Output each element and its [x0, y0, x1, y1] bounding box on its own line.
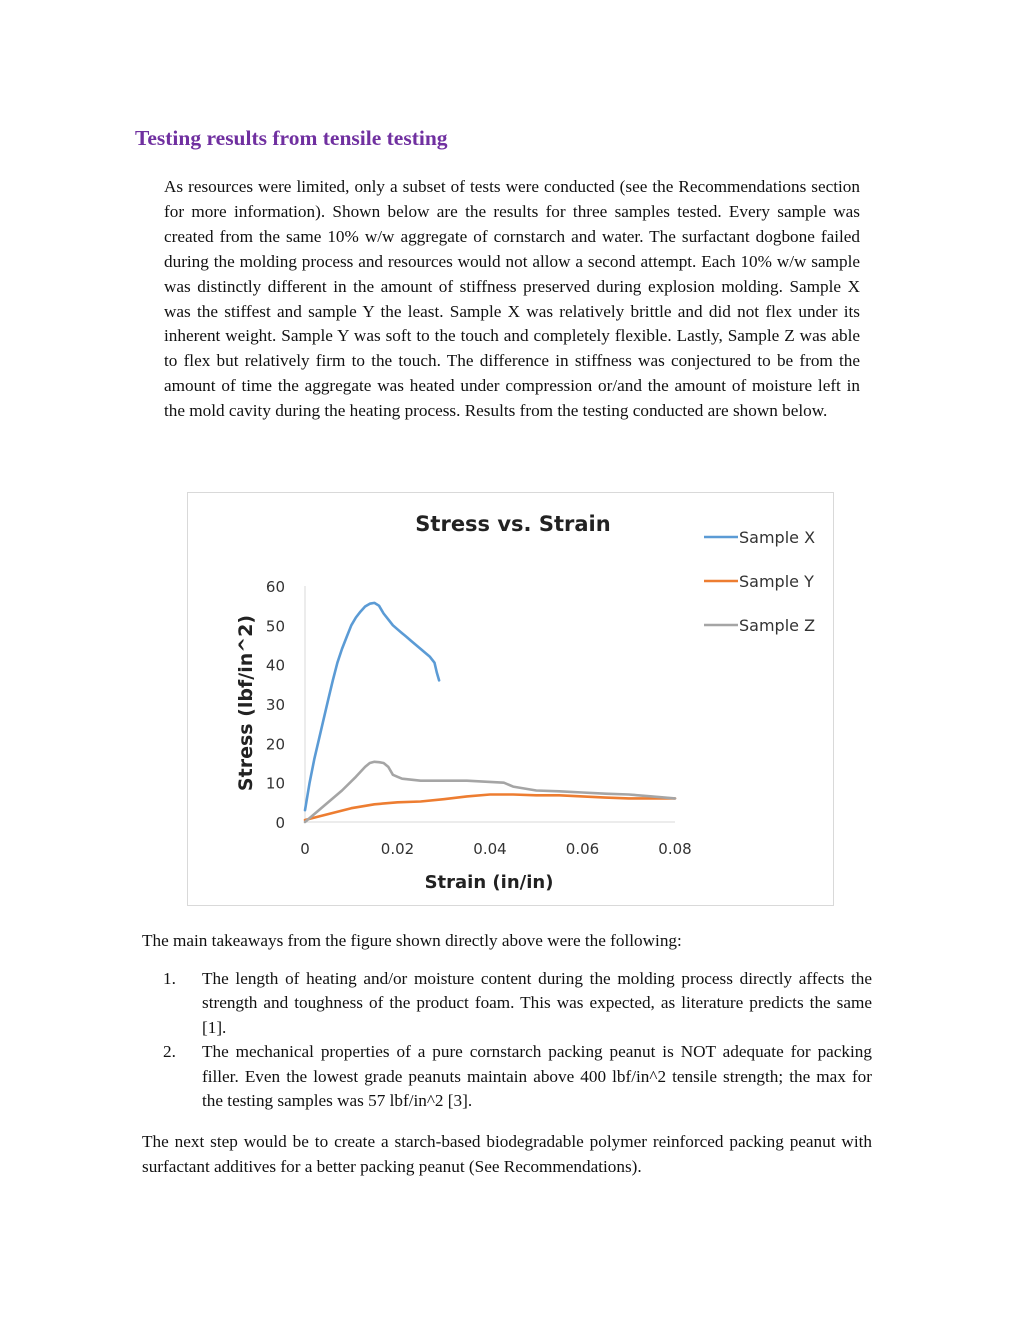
y-tick-label: 60 [265, 578, 285, 596]
list-item-number: 2. [163, 1042, 176, 1062]
series-line-sample-y [305, 795, 675, 821]
takeaways-lead: The main takeaways from the figure shown directly above were the following: [142, 931, 682, 950]
legend-label: Sample X [739, 528, 816, 547]
chart-title: Stress vs. Strain [415, 512, 611, 536]
chart-canvas [188, 493, 835, 907]
legend-label: Sample Z [739, 616, 816, 635]
legend-label: Sample Y [739, 572, 814, 591]
y-axis-label: Stress (lbf/in^2) [235, 614, 257, 792]
x-tick-label: 0.02 [380, 840, 415, 858]
y-tick-label: 20 [265, 735, 285, 754]
list-item-number: 1. [163, 969, 176, 988]
series-lines [305, 603, 675, 822]
x-tick-label: 0.06 [565, 840, 600, 858]
y-tick-label: 50 [265, 617, 285, 636]
intro-paragraph: As resources were limited, only a subset of tests were conducted (see the Recommendations section for more information). Shown below are the results for three samples tested. Every sample was created from the same 10% w/w aggregate of cornstarch and water. The surfactant dogbone failed during the molding process and resources would not allow a second attempt. Each 10% w/w sample was distinctly different in the amount of stiffness preserved during explosion molding. Sample X was the stiffest and sample Y the least. Sample X was relatively brittle and did not flex under its inherent weight. Sample Y was soft to the touch and completely flexible. Lastly, Sample Z was able to flex but relatively firm to the touch. The difference in stiffness was conjectured to be from the amount of time the aggregate was heated under compression or/and the amount of moisture left in the mold cavity during the heating process. Results from the testing conducted are shown below. [164, 177, 860, 421]
x-axis-label: Strain (in/in) [424, 872, 554, 893]
y-tick-label: 40 [265, 656, 285, 675]
stress-strain-chart [187, 492, 834, 906]
list-item-text: The mechanical properties of a pure cornstarch packing peanut is NOT adequate for packing filler. Even the lowest grade peanuts maintain above 400 lbf/in^2 tensile strength; the max for the testing samples was 57 lbf/in^2 [3]. [202, 1042, 872, 1111]
list-item-text: The length of heating and/or moisture content during the molding process directly affects the strength and toughness of the product foam. This was expected, as literature predicts the same [1]. [202, 969, 872, 1037]
y-tick-label: 30 [265, 696, 285, 714]
list-item [163, 1040, 872, 1113]
x-tick-label: 0 [300, 840, 310, 858]
y-tick-label: 0 [275, 814, 285, 832]
x-tick-label: 0.04 [473, 840, 507, 858]
x-tick-labels [300, 840, 691, 858]
x-tick-label: 0.08 [658, 840, 692, 858]
section-heading: Testing results from tensile testing [135, 126, 448, 150]
list-item [163, 967, 872, 1040]
series-line-sample-x [305, 603, 439, 810]
series-line-sample-z [305, 762, 675, 822]
y-tick-labels [266, 578, 285, 832]
closing-paragraph: The next step would be to create a starch-based biodegradable polymer reinforced packing peanut with surfactant additives for a better packing peanut (See Recommendations). [142, 1132, 872, 1176]
takeaways-list [163, 967, 872, 1113]
chart-legend [704, 528, 815, 635]
y-tick-label: 10 [265, 774, 285, 793]
